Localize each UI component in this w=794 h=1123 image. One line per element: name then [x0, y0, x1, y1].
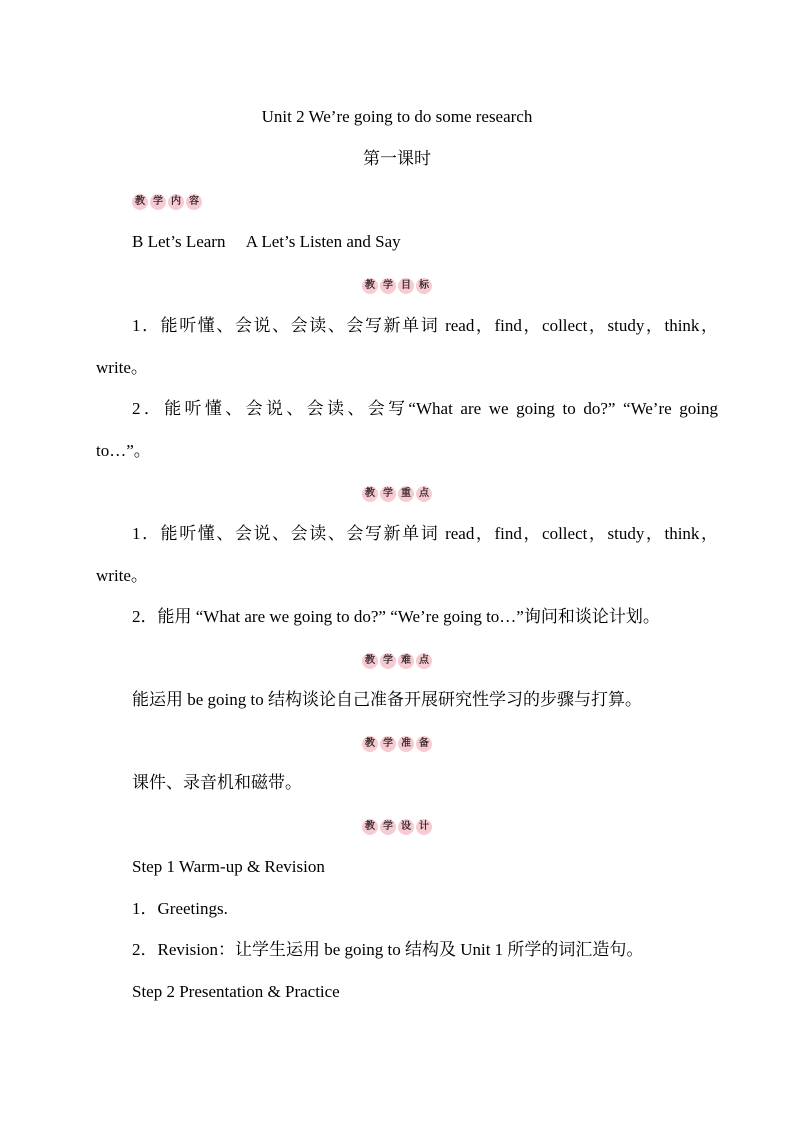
objectives-line: 1．能听懂、会说、会读、会写新单词 read，find，collect，study，think，: [132, 316, 718, 335]
section-heading-key-points: [0, 483, 794, 501]
heading-char: 准: [398, 736, 414, 752]
section-heading-preparation: [0, 733, 794, 751]
objectives-line: write。: [96, 358, 148, 377]
heading-char: 点: [416, 653, 432, 669]
heading-char: 教: [362, 278, 378, 294]
section-heading-design: [0, 816, 794, 834]
section-heading-content: [0, 191, 794, 209]
heading-char: 点: [416, 486, 432, 502]
difficulties-line: 能运用 be going to 结构谈论自己准备开展研究性学习的步骤与打算。: [132, 690, 642, 709]
design-line: 1．Greetings.: [132, 899, 228, 918]
preparation-line: 课件、录音机和磁带。: [132, 773, 302, 792]
design-line: Step 1 Warm-up & Revision: [132, 857, 325, 876]
heading-char: 学: [380, 819, 396, 835]
heading-char: 学: [150, 194, 166, 210]
heading-char: 重: [398, 486, 414, 502]
heading-char: 教: [132, 194, 148, 210]
heading-char: 教: [362, 819, 378, 835]
heading-char: 容: [186, 194, 202, 210]
heading-char: 难: [398, 653, 414, 669]
heading-char: 计: [416, 819, 432, 835]
heading-char: 标: [416, 278, 432, 294]
heading-char: 学: [380, 486, 396, 502]
heading-char: 设: [398, 819, 414, 835]
heading-char: 备: [416, 736, 432, 752]
objectives-line: to…”。: [96, 441, 151, 460]
section-heading-difficulties: [0, 650, 794, 668]
heading-char: 学: [380, 278, 396, 294]
section-heading-objectives: [0, 275, 794, 293]
heading-char: 教: [362, 653, 378, 669]
heading-char: 教: [362, 736, 378, 752]
lesson-subtitle: 第一课时: [363, 149, 431, 168]
key-points-line: 1．能听懂、会说、会读、会写新单词 read，find，collect，study，think，: [132, 524, 718, 543]
heading-char: 学: [380, 653, 396, 669]
key-points-line: 2．能用 “What are we going to do?” “We’re going to…”询问和谈论计划。: [132, 607, 660, 626]
heading-char: 目: [398, 278, 414, 294]
document-title: Unit 2 We’re going to do some research: [261, 107, 533, 126]
heading-char: 教: [362, 486, 378, 502]
design-line: Step 2 Presentation & Practice: [132, 982, 340, 1001]
key-points-line: write。: [96, 566, 148, 585]
content-line: B Let’s Learn A Let’s Listen and Say: [132, 232, 401, 251]
heading-char: 内: [168, 194, 184, 210]
objectives-line: 2．能听懂、会说、会读、会写“What are we going to do?” “We’re going: [132, 399, 718, 418]
design-line: 2．Revision：让学生运用 be going to 结构及 Unit 1 所学的词汇造句。: [132, 940, 644, 959]
heading-char: 学: [380, 736, 396, 752]
